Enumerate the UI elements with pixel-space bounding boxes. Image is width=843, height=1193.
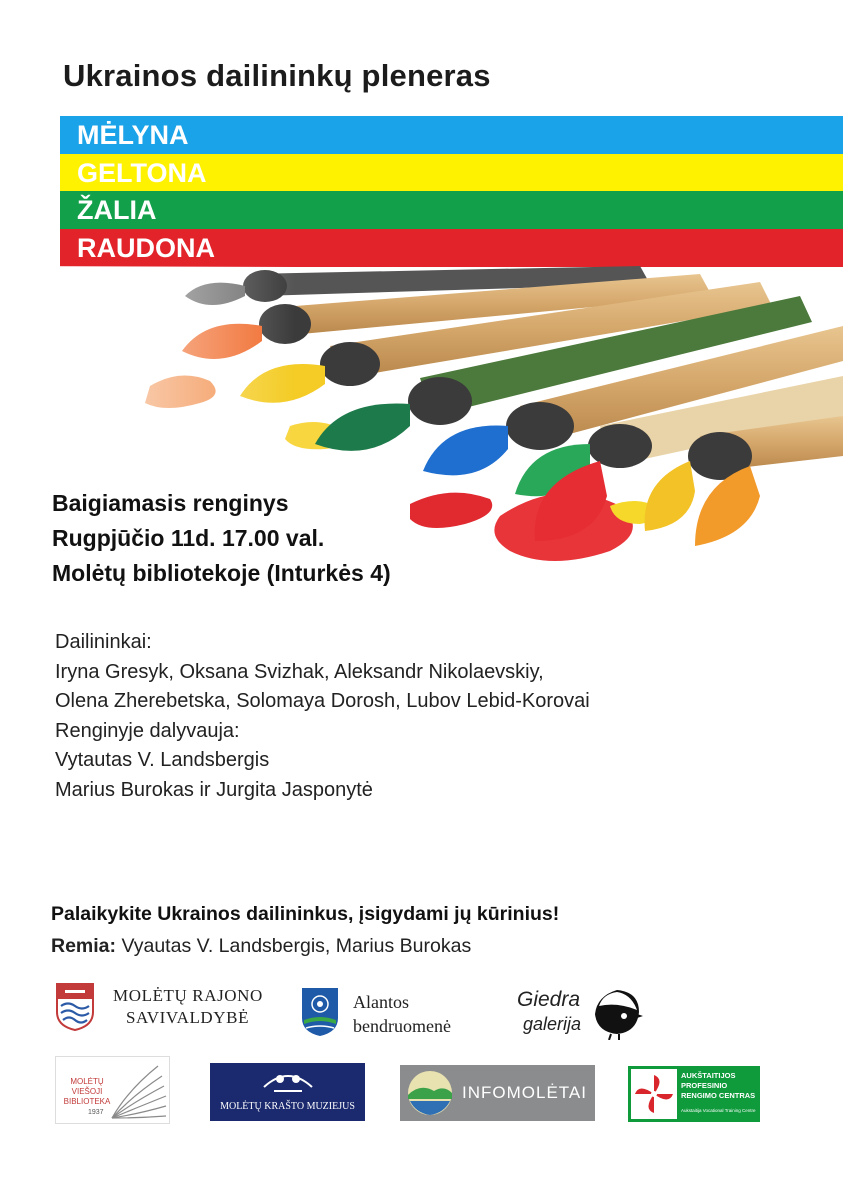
event-date: Rugpjūčio 11d. 17.00 val. <box>52 525 325 551</box>
alanta-name-line2: bendruomenė <box>353 1016 451 1036</box>
museum-name: MOLĖTŲ KRAŠTO MUZIEJUS <box>220 1101 355 1112</box>
training-name-line2: PROFESINIO <box>681 1081 728 1090</box>
participant: Vytautas V. Landsbergis <box>55 749 270 771</box>
moletai-municipality-logo <box>55 982 285 1034</box>
event-title: Baigiamasis renginys <box>52 490 289 516</box>
artists-line: Iryna Gresyk, Oksana Svizhak, Aleksandr Nikolaevskiy, <box>55 660 544 683</box>
bird-icon <box>591 984 643 1040</box>
moletai-library-logo <box>55 1056 170 1124</box>
museum-emblem-icon <box>258 1067 318 1095</box>
library-name-line3: BIBLIOTEKA <box>63 1097 111 1106</box>
event-details <box>52 486 391 591</box>
participants-label: Renginyje dalyvauja: <box>55 719 240 742</box>
library-year: 1937 <box>88 1109 104 1116</box>
library-name-line2: VIEŠOJI <box>71 1087 103 1096</box>
page-title: Ukrainos dailininkų pleneras <box>63 58 491 93</box>
training-name-line3: RENGIMO CENTRAS <box>681 1091 756 1100</box>
sponsors-names: Vyautas V. Landsbergis, Marius Burokas <box>121 935 472 957</box>
giedra-name-line2: galerija <box>523 1014 582 1034</box>
stripe-blue: MĖLYNA <box>60 116 843 154</box>
landscape-icon <box>406 1069 454 1117</box>
pinwheel-icon <box>633 1071 675 1117</box>
coat-of-arms-icon <box>55 982 95 1032</box>
library-name-line1: MOLĖTŲ <box>70 1077 104 1086</box>
artists-label: Dailininkai: <box>55 631 152 653</box>
municipality-name-line1: MOLĖTŲ RAJONO <box>113 986 263 1005</box>
infomoletai-logo <box>400 1065 595 1121</box>
paint-brushes-image <box>0 266 843 656</box>
book-fan-icon <box>108 1060 168 1122</box>
sponsors-line <box>51 935 471 958</box>
moletai-museum-logo <box>210 1063 365 1121</box>
event-venue: Molėtų bibliotekoje (Inturkės 4) <box>52 560 391 586</box>
training-centre-logo <box>628 1066 760 1122</box>
participant: Marius Burokas ir Jurgita Jasponytė <box>55 778 373 801</box>
stripe-red: RAUDONA <box>60 229 843 267</box>
training-name-english: Aukstaitija Vocational Training Centre <box>681 1108 756 1113</box>
municipality-name-line2: SAVIVALDYBĖ <box>126 1008 250 1027</box>
giedra-gallery-logo <box>517 984 647 1042</box>
giedra-name-line1: Giedra <box>517 988 581 1011</box>
sponsors-label: Remia: <box>51 935 117 957</box>
training-name-line1: AUKŠTAITIJOS <box>681 1071 736 1080</box>
alanta-name-line1: Alantos <box>353 992 409 1012</box>
stripe-yellow: GELTONA <box>60 154 843 192</box>
alanta-community-logo <box>300 986 500 1040</box>
alanta-shield-icon <box>300 986 340 1038</box>
stripe-green: ŽALIA <box>60 191 843 229</box>
infomoletai-name: INFOMOLĖTAI <box>462 1083 587 1102</box>
support-call: Palaikykite Ukrainos dailininkus, įsigydami jų kūrinius! <box>51 903 560 925</box>
artists-line: Olena Zherebetska, Solomaya Dorosh, Lubov Lebid-Korovai <box>55 690 590 712</box>
people-list <box>55 628 590 805</box>
